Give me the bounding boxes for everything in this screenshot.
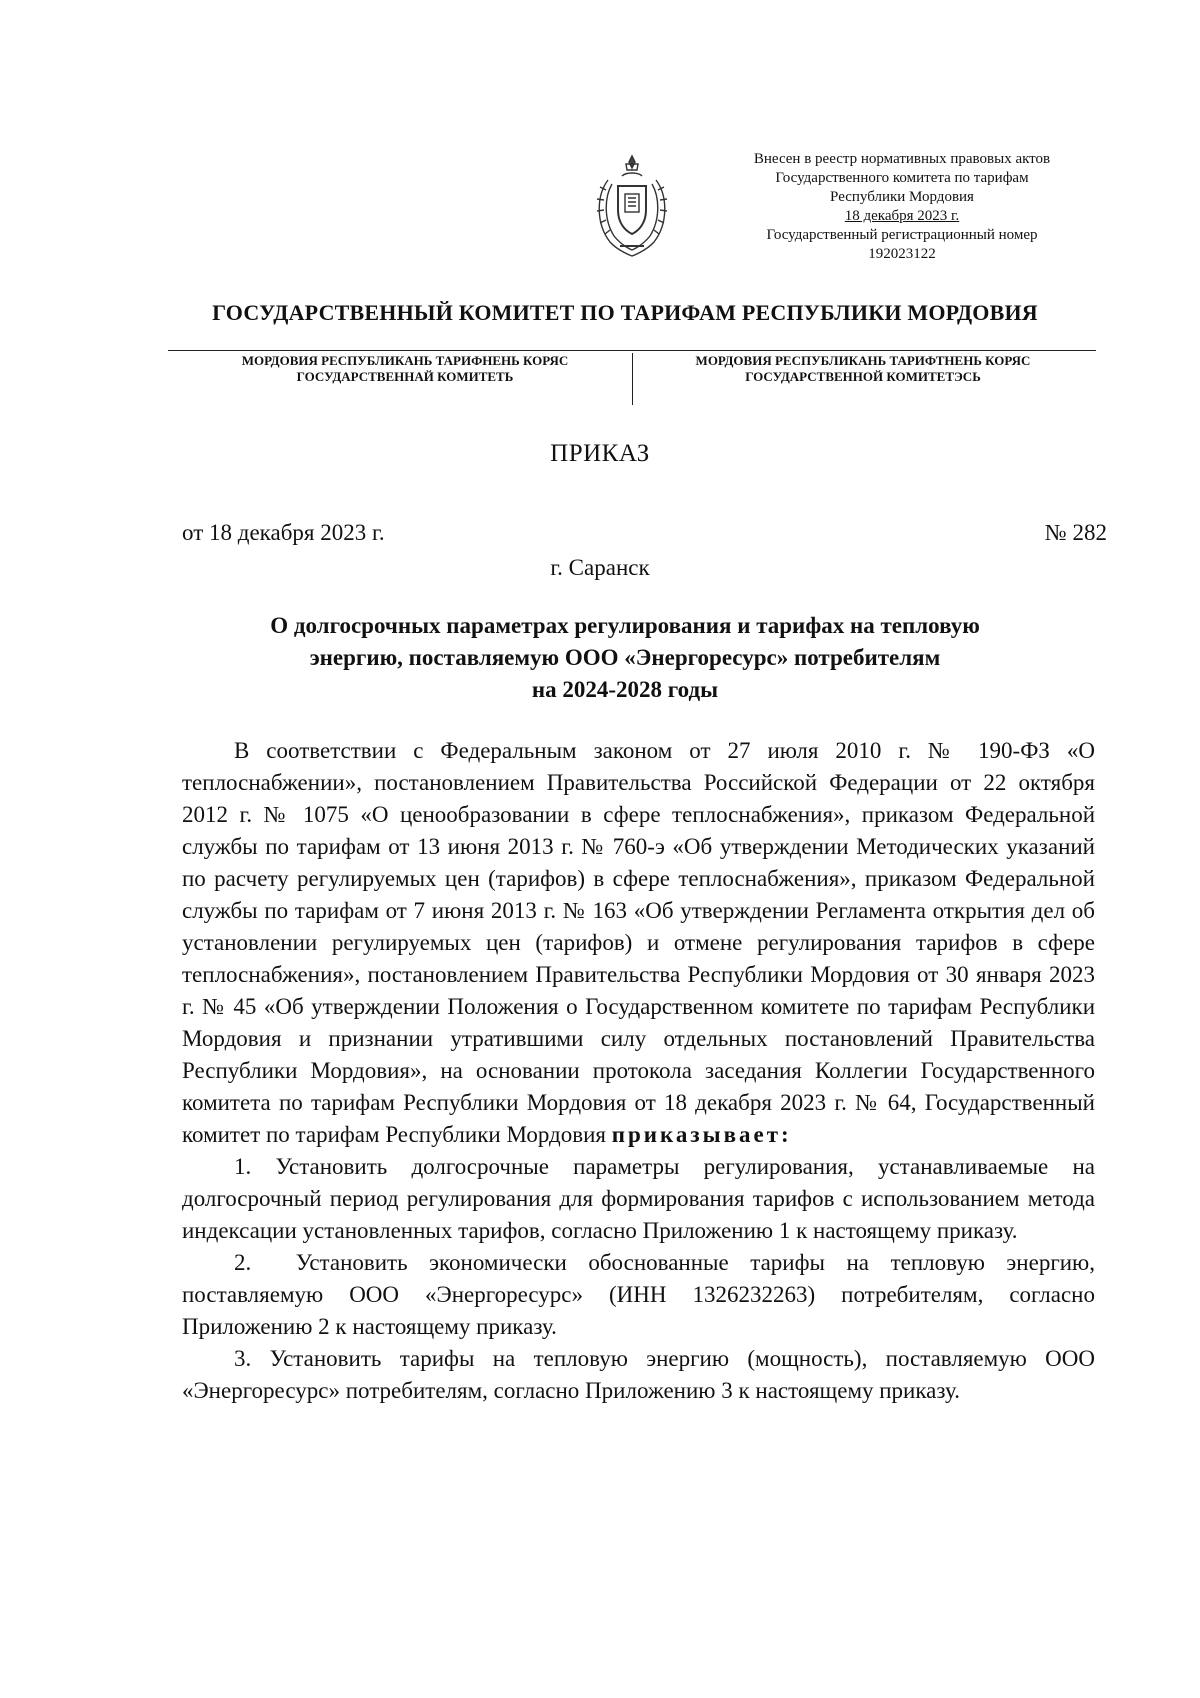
document-body: [182, 735, 1095, 1407]
registry-date: 18 декабря 2023 г.: [844, 208, 960, 224]
order-item-2: 2. Установить экономически обоснованные тарифы на тепловую энергию, поставляемую ООО «Энергоресурс» (ИНН 1326232263) потребителям, согласно Приложению 2 к настоящему приказу.: [182, 1250, 1095, 1339]
heading-line: О долгосрочных параметрах регулирования и тарифах на тепловую: [270, 613, 980, 638]
order-item-3: 3. Установить тарифы на тепловую энергию (мощность), поставляемую ООО «Энергоресурс» потребителям, согласно Приложению 3 к настоящему приказу.: [182, 1346, 1095, 1403]
coat-of-arms-icon: [582, 150, 682, 260]
order-item-1: 1. Установить долгосрочные параметры регулирования, устанавливаемые на долгосрочный период регулирования для формирования тарифов с использованием метода индексации установленных тарифов, согласно Приложению 1 к настоящему приказу.: [182, 1154, 1095, 1243]
erzya-committee-name: [643, 353, 1083, 385]
moksha-name-line: МОРДОВИЯ РЕСПУБЛИКАНЬ ТАРИФНЕНЬ КОРЯС: [241, 353, 569, 368]
document-heading: [180, 610, 1070, 706]
moksha-committee-name: [185, 353, 625, 385]
document-number: № 282: [1044, 520, 1107, 545]
document-date: от 18 декабря 2023 г.: [182, 520, 385, 545]
registry-line: Внесен в реестр нормативных правовых актов: [753, 151, 1051, 167]
registry-line: Государственного комитета по тарифам: [775, 170, 1029, 186]
erzya-name-line: МОРДОВИЯ РЕСПУБЛИКАНЬ ТАРИФТНЕНЬ КОРЯС: [695, 353, 1031, 368]
moksha-name-line: ГОСУДАРСТВЕННАЙ КОМИТЕТЬ: [296, 369, 514, 384]
erzya-name-line: ГОСУДАРСТВЕННОЙ КОМИТЕТЭСЬ: [745, 369, 981, 384]
registry-note: [722, 150, 1082, 264]
registry-line: Республики Мордовия: [830, 189, 974, 205]
document-type: ПРИКАЗ: [550, 440, 650, 467]
committee-title: ГОСУДАРСТВЕННЫЙ КОМИТЕТ ПО ТАРИФАМ РЕСПУБЛИКИ МОРДОВИЯ: [212, 300, 1038, 325]
preamble-text: В соответствии с Федеральным законом от 27 июля 2010 г. № 190-ФЗ «О теплоснабжении», постановлением Правительства Российской Федерации от 22 октября 2012 г. № 1075 «О ценообразовании в сфере теплоснабжения», приказом Федеральной службы по тарифам от 13 июня 2013 г. № 760-э «Об утверждении Методических указаний по расчету регулируемых цен (тарифов) в сфере теплоснабжения», приказом Федеральной службы по тарифам от 7 июня 2013 г. № 163 «Об утверждении Регламента открытия дел об установлении регулируемых цен (тарифов) и отмене регулирования тарифов в сфере теплоснабжения», постановлением Правительства Республики Мордовия от 30 января 2023 г. № 45 «Об утверждении Положения о Государственном комитете по тарифам Республики Мордовия и признании утратившими силу отдельных постановлений Правительства Республики Мордовия», на основании протокола заседания Коллегии Государственного комитета по тарифам Республики Мордовия от 18 декабря 2023 г. № 64, Государственный комитет по тарифам Республики Мордовия: [182, 738, 1095, 1147]
orders-word: приказывает:: [611, 1122, 792, 1147]
header-divider: [168, 350, 1096, 351]
header-column-divider: [632, 353, 633, 405]
heading-line: на 2024-2028 годы: [531, 677, 719, 702]
registry-number: 192023122: [868, 246, 936, 262]
document-city: г. Саранск: [550, 555, 650, 580]
heading-line: энергию, поставляемую ООО «Энергоресурс» потребителям: [309, 645, 941, 670]
preamble-paragraph: [182, 735, 1095, 1151]
registry-line: Государственный регистрационный номер: [766, 227, 1038, 243]
